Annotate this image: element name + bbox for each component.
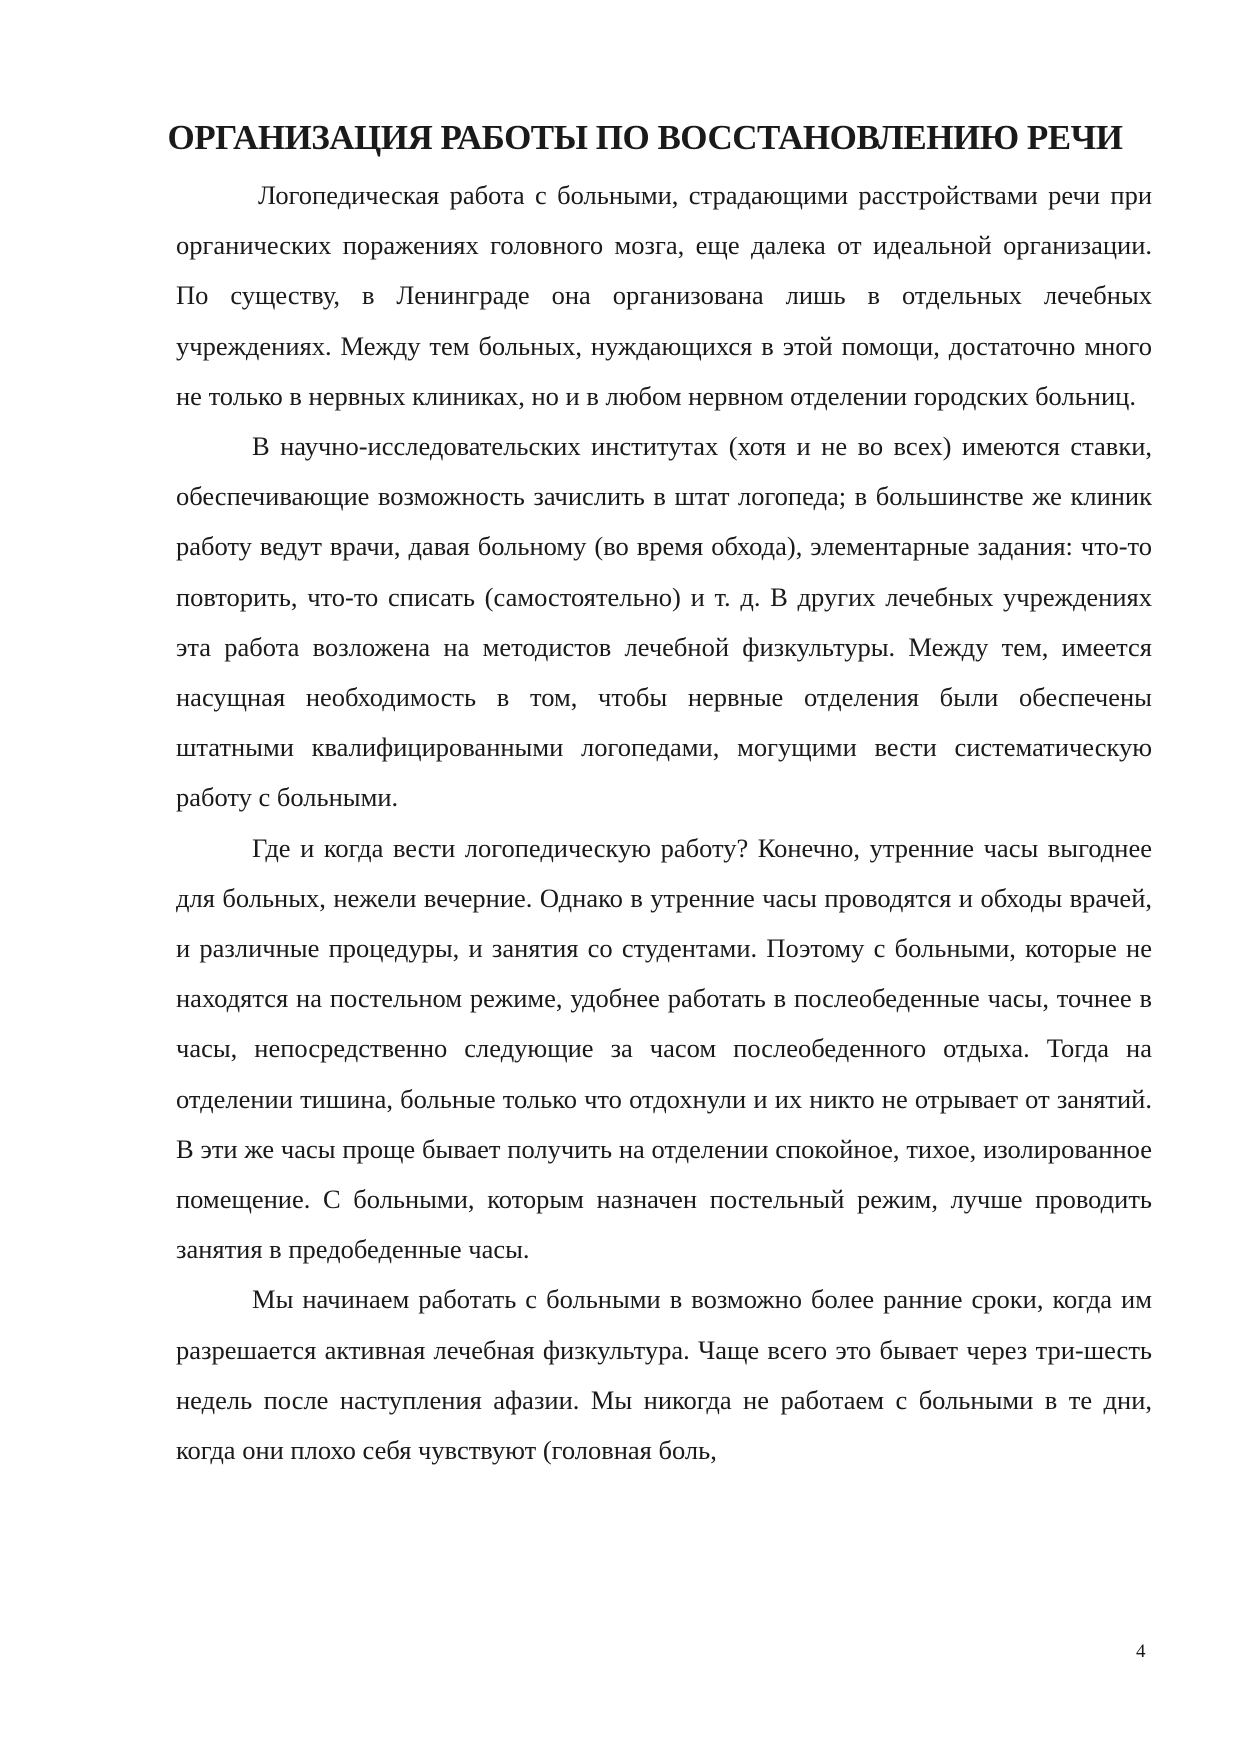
page-number: 4 — [1136, 1641, 1146, 1662]
paragraph-1: Логопедическая работа с больными, страдающими расстройствами речи при органических поражениях головного мозга, еще далека от идеальной организации. По существу, в Ленинграде она организована лишь в отдельных лечебных учреждениях. Между тем больных, нуждающихся в этой помощи, достаточно много не только в нервных клиниках, но и в любом нервном отделении городских больниц. — [176, 180, 1152, 411]
paragraph-4: Мы начинаем работать с больными в возможно более ранние сроки, когда им разрешается активная лечебная физкультура. Чаще всего это бывает через три-шесть недель после наступления афазии. Мы никогда не работаем с больными в те дни, когда они плохо себя чувствуют (головная боль, — [176, 1284, 1152, 1466]
paragraph-2: В научно-исследовательских институтах (хотя и не во всех) имеются ставки, обеспечивающие возможность зачислить в штат логопеда; в большинстве же клиник работу ведут врачи, давая больному (во время обхода), элементарные задания: что-то повторить, что-то списать (самостоятельно) и т. д. В других лечебных учреждениях эта работа возложена на методистов лечебной физкультуры. Между тем, имеется насущная необходимость в том, чтобы нервные отделения были обеспечены штатными квалифицированными логопедами, могущими вести систематическую работу с больными. — [176, 431, 1152, 813]
document-body — [176, 170, 1152, 1475]
page-title: ОРГАНИЗАЦИЯ РАБОТЫ ПО ВОССТАНОВЛЕНИЮ РЕЧИ — [167, 118, 1123, 157]
paragraph-3: Где и когда вести логопедическую работу? Конечно, утренние часы выгоднее для больных, нежели вечерние. Однако в утренние часы проводятся и обходы врачей, и различные процедуры, и занятия со студентами. Поэтому с больными, которые не находятся на постельном режиме, удобнее работать в послеобеденные часы, точнее в часы, непосредственно следующие за часом послеобеденного отдыха. Тогда на отделении тишина, больные только что отдохнули и их никто не отрывает от занятий. В эти же часы проще бывает получить на отделении спокойное, тихое, изолированное помещение. С больными, которым назначен постельный режим, лучше проводить занятия в предобеденные часы. — [176, 832, 1152, 1265]
